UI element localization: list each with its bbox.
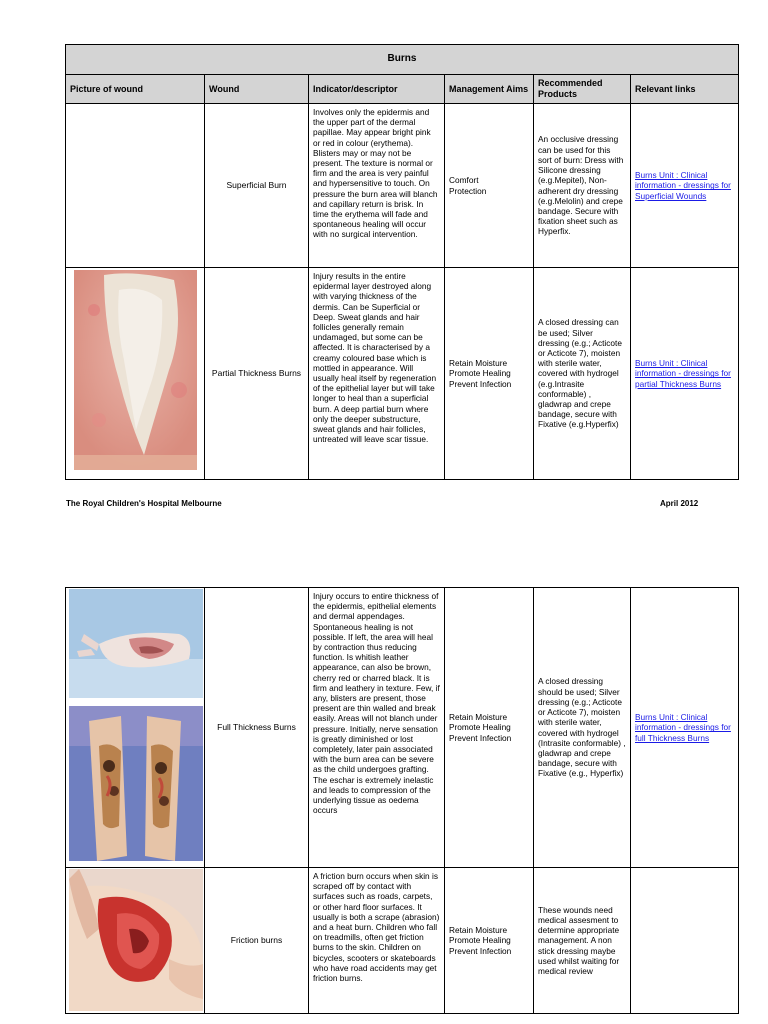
wound-name: Partial Thickness Burns [205, 268, 309, 480]
column-header-aims: Management Aims [445, 75, 534, 104]
descriptor-text: Injury results in the entire epidermal layer destroyed along with varying thickness of the dermis. Can be Superficial or Deep. Sweat glands and hair follicles generally remain undamaged, but some can be affected. It is characterised by a creamy coloured base which is mottled in appearance. Will usually heal itself by regeneration of the epithelial layer but will take longer to heal than a superficial burn. A deep partial burn where only the deeper substructure, sweat glands and hair follicles, untreated will leave scar tissue. [309, 268, 445, 480]
column-header-products: Recommended Products [534, 75, 631, 104]
column-header-wound: Wound [205, 75, 309, 104]
column-header-descriptor: Indicator/descriptor [309, 75, 445, 104]
aim-item: Comfort [449, 175, 479, 186]
table-row-partial-thickness [66, 268, 739, 480]
descriptor-text: A friction burn occurs when skin is scraped off by contact with surfaces such as roads, carpets, or other hard floor surfaces. It usually is both a scrape (abrasion) and a heat burn. Children who fall on treadmills, often get friction burns to the skin. Children on bicycles, scooters or skateboards who have road accidents may get friction burns. [309, 868, 445, 1014]
wound-name: Superficial Burn [205, 104, 309, 268]
aim-item: Promote Healing [449, 368, 511, 379]
table-title: Burns [66, 45, 739, 75]
relevant-links-cell [631, 868, 739, 1014]
link-full-thickness-burns[interactable]: Burns Unit : Clinical information - dressings for full Thickness Burns [635, 712, 731, 743]
aim-item: Retain Moisture [449, 358, 508, 369]
relevant-links-cell [631, 588, 739, 868]
aim-item: Retain Moisture [449, 925, 508, 936]
picture-cell [66, 588, 205, 868]
table-row-friction-burns [66, 868, 739, 1014]
management-aims [445, 268, 534, 480]
burns-table-page-1 [65, 44, 739, 480]
picture-cell [66, 868, 205, 1014]
table-row-full-thickness [66, 588, 739, 868]
aim-item: Retain Moisture [449, 712, 508, 723]
picture-cell-empty [66, 104, 205, 268]
descriptor-text: Injury occurs to entire thickness of the epidermis, epithelial elements and dermal appendages. Spontaneous healing is not possible. If left, the area will heal by contraction thus reducing function. Is whitish leather appearance, can also be brown, cherry red or charred black. It is firm and leathery in texture. Few, if any, blisters are present, those present are thin walled and break easily. Areas will not blanch under pressure. Initially, nerve sensation is greatly diminished or lost completely, later pain associated with the burn area can be severe as the child undergoes grafting. The eschar is extremely inelastic and leads to compression of the underlying tissue as oedema occurs [309, 588, 445, 868]
column-header-picture: Picture of wound [66, 75, 205, 104]
management-aims [445, 588, 534, 868]
footer-hospital-name: The Royal Children's Hospital Melbourne [66, 499, 222, 508]
link-partial-thickness-burns[interactable]: Burns Unit : Clinical information - dressings for partial Thickness Burns [635, 358, 731, 389]
aim-item: Protection [449, 185, 487, 196]
burns-table-page-2 [65, 587, 739, 1014]
aim-item: Promote Healing [449, 935, 511, 946]
relevant-links-cell [631, 104, 739, 268]
descriptor-text: Involves only the epidermis and the upper part of the dermal papillae. May appear bright pink or red in colour (erythema). Blisters may or may not be present. The texture is normal or firm and the area is very painful and hypersensitive to touch. On pressure the burn area will blanch and capillary return is brisk. In time the erythema will fade and spontaneous healing will occur with no surgical intervention. [309, 104, 445, 268]
recommended-products: An occlusive dressing can be used for this sort of burn: Dress with Silicone dressing (e.g.Mepitel), Non-adherent dry dressing (e.g.Melolin) and crepe bandage. Secure with fixation sheet such as Hyperfix. [534, 104, 631, 268]
aim-item: Prevent Infection [449, 732, 512, 743]
footer-date: April 2012 [660, 499, 699, 508]
table-row-superficial-burn [66, 104, 739, 268]
wound-name: Friction burns [205, 868, 309, 1014]
aim-item: Promote Healing [449, 722, 511, 733]
aim-item: Prevent Infection [449, 945, 512, 956]
relevant-links-cell [631, 268, 739, 480]
recommended-products: A closed dressing can be used; Silver dressing (e.g.; Acticote or Acticote 7), moisten with sterile water, covered with hydrogel (e.g.Intrasite conformable) , gladwrap and crepe bandage, secure with Fixative (e.g.Hyperfix) [534, 268, 631, 480]
link-superficial-wounds[interactable]: Burns Unit : Clinical information - dressings for Superficial Wounds [635, 170, 731, 201]
partial-thickness-burn-photo [74, 270, 197, 470]
recommended-products: These wounds need medical assesment to determine appropriate management. A non stick dressing maybe used whilst waiting for medical review [534, 868, 631, 1014]
wound-name: Full Thickness Burns [205, 588, 309, 868]
friction-burn-photo [69, 869, 203, 1011]
aim-item: Prevent Infection [449, 378, 512, 389]
burned-hand-photo [69, 589, 203, 698]
management-aims [445, 104, 534, 268]
recommended-products: A closed dressing should be used; Silver dressing (e.g.; Acticote or Acticote 7), moisten with sterile water, covered with hydrogel (Intrasite conformable) , gladwrap and crepe bandage, secure with Fixative (e.g., Hyperfix) [534, 588, 631, 868]
burned-legs-photo [69, 706, 203, 861]
management-aims [445, 868, 534, 1014]
full-thickness-burn-photos [66, 589, 204, 861]
picture-cell [66, 268, 205, 480]
column-header-links: Relevant links [631, 75, 739, 104]
